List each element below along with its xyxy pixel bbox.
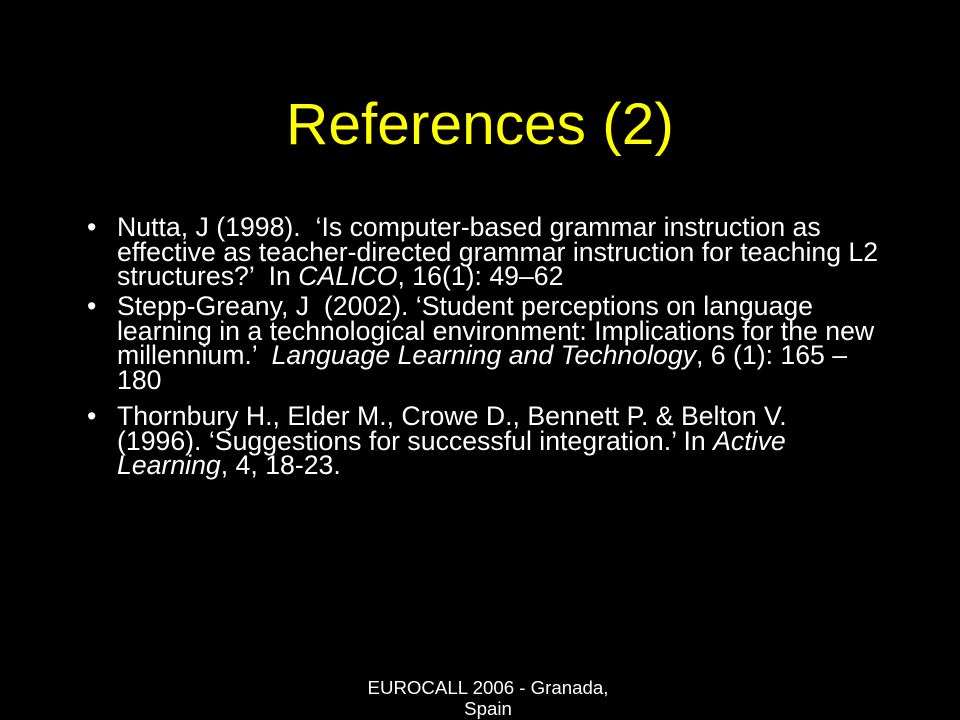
reference-text <box>117 401 927 480</box>
bullet-marker: • <box>87 291 97 321</box>
reference-text <box>117 291 927 395</box>
citation-text: effective as teacher-directed grammar instruction for teaching L2 <box>117 236 879 267</box>
journal-title: CALICO <box>298 261 398 291</box>
slide-footer: EUROCALL 2006 - Granada, Spain <box>367 677 609 719</box>
citation-text: millennium.’ <box>117 340 272 370</box>
reference-line <box>117 261 927 291</box>
journal-title: Learning <box>117 450 221 480</box>
page-title: References (2) <box>286 92 674 157</box>
reference-line <box>117 450 927 480</box>
journal-title: Language Learning and Technology <box>271 340 696 370</box>
reference-text <box>117 212 927 291</box>
citation-text: , 6 (1): 165 – <box>695 340 848 370</box>
bullet-marker: • <box>87 401 97 431</box>
reference-item <box>87 401 927 480</box>
citation-text: Stepp-Greany, J (2002). ‘Student perceptions on language <box>117 291 813 321</box>
reference-item <box>87 212 927 291</box>
bullet-marker: • <box>87 212 97 242</box>
citation-text: (1996). ‘Suggestions for successful integration.’ In <box>117 425 714 456</box>
citation-text: 180 <box>117 364 162 395</box>
citation-text: , 4, 18-23. <box>220 450 341 480</box>
reference-line <box>117 364 927 395</box>
reference-line <box>117 340 927 370</box>
citation-text: , 16(1): 49–62 <box>397 261 564 291</box>
reference-item <box>87 291 927 395</box>
citation-text: structures?’ In <box>117 261 299 291</box>
citation-text: Nutta, J (1998). ‘Is computer-based grammar instruction as <box>117 212 821 242</box>
journal-title: Active <box>713 425 786 456</box>
citation-text: learning in a technological environment: Implications for the new <box>117 315 875 346</box>
citation-text: Thornbury H., Elder M., Crowe D., Bennett P. & Belton V. <box>117 401 787 431</box>
